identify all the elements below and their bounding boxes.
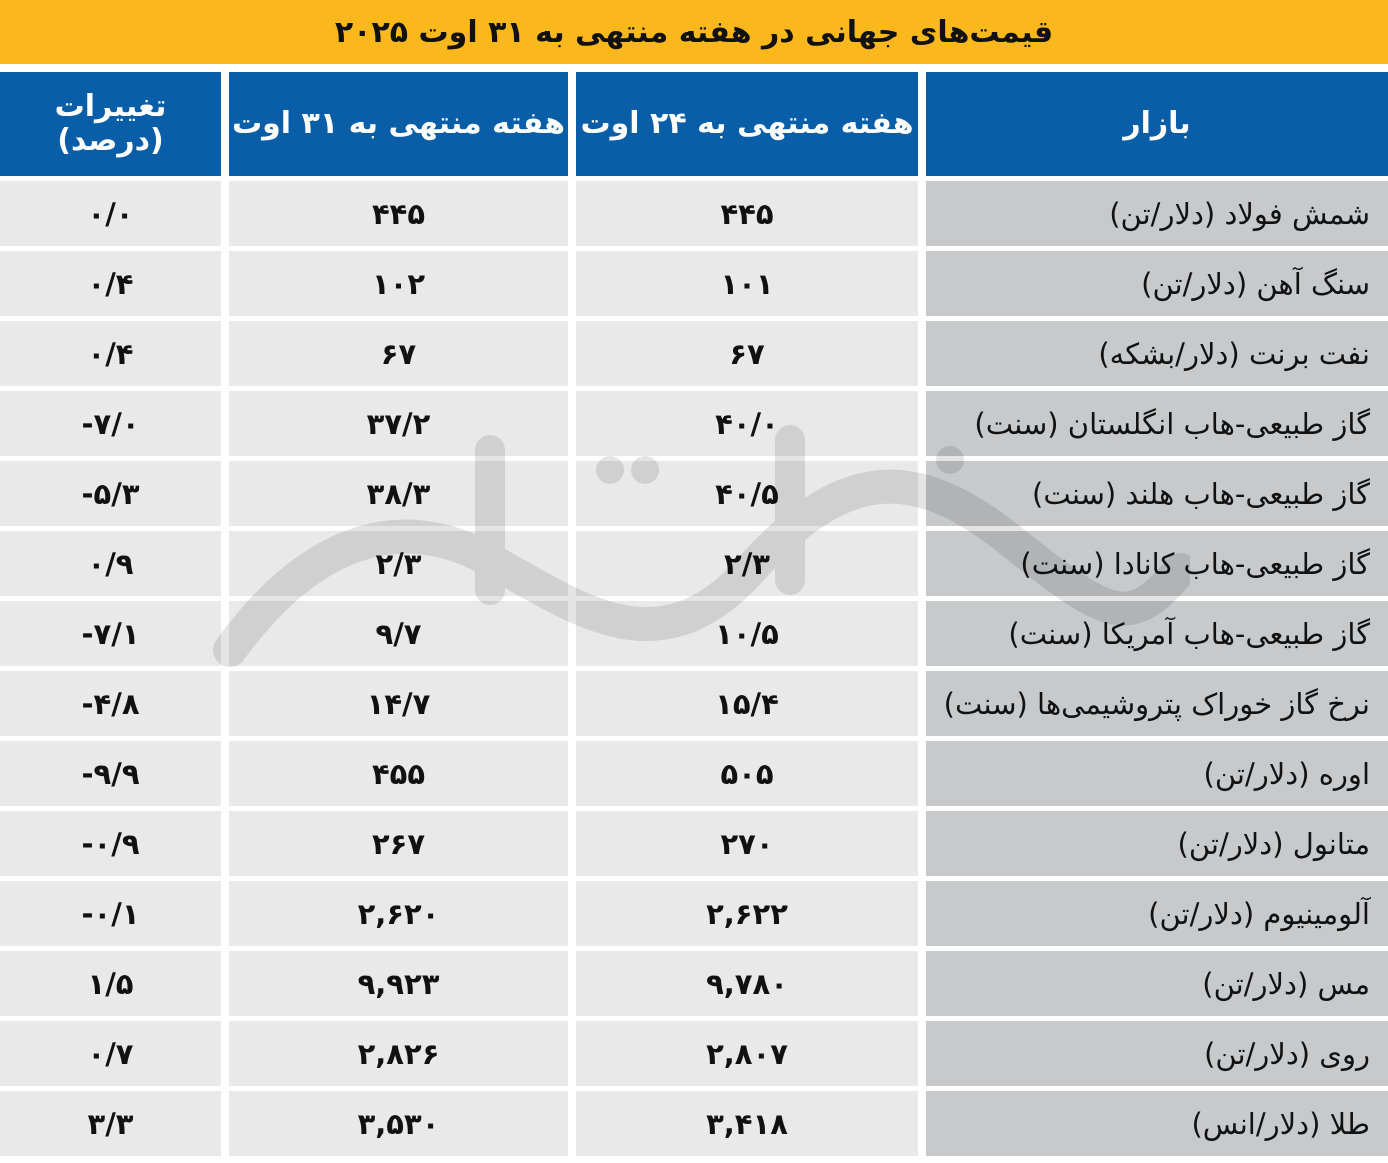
cell-week-24: ۱۰/۵: [576, 601, 918, 666]
cell-change: -۴/۸: [0, 671, 221, 736]
table-row: [0, 741, 1388, 811]
cell-week-31: ۹/۷: [229, 601, 568, 666]
table-row: [0, 811, 1388, 881]
header-market: بازار: [926, 72, 1388, 176]
table-row: [0, 531, 1388, 601]
table-row: [0, 601, 1388, 671]
cell-week-24: ۶۷: [576, 321, 918, 386]
cell-week-31: ۴۴۵: [229, 181, 568, 246]
cell-week-31: ۳۸/۳: [229, 461, 568, 526]
cell-week-24: ۳,۴۱۸: [576, 1091, 918, 1156]
cell-week-31: ۲۶۷: [229, 811, 568, 876]
cell-week-31: ۶۷: [229, 321, 568, 386]
cell-market: روی (دلار/تن): [926, 1021, 1388, 1086]
cell-change: -۹/۹: [0, 741, 221, 806]
cell-market: طلا (دلار/انس): [926, 1091, 1388, 1156]
cell-week-24: ۴۰/۵: [576, 461, 918, 526]
cell-market: شمش فولاد (دلار/تن): [926, 181, 1388, 246]
cell-week-31: ۱۴/۷: [229, 671, 568, 736]
cell-week-24: ۲۷۰: [576, 811, 918, 876]
cell-market: نرخ گاز خوراک پتروشیمی‌ها (سنت): [926, 671, 1388, 736]
cell-change: ۰/۹: [0, 531, 221, 596]
cell-week-24: ۹,۷۸۰: [576, 951, 918, 1016]
cell-week-31: ۲,۸۲۶: [229, 1021, 568, 1086]
table-row: [0, 951, 1388, 1021]
cell-market: گاز طبیعی-هاب کانادا (سنت): [926, 531, 1388, 596]
cell-market: مس (دلار/تن): [926, 951, 1388, 1016]
cell-week-31: ۹,۹۲۳: [229, 951, 568, 1016]
table-row: [0, 671, 1388, 741]
cell-week-31: ۲/۳: [229, 531, 568, 596]
cell-week-24: ۱۰۱: [576, 251, 918, 316]
cell-week-31: ۳۷/۲: [229, 391, 568, 456]
cell-week-24: ۴۴۵: [576, 181, 918, 246]
cell-change: -۵/۳: [0, 461, 221, 526]
table-row: [0, 321, 1388, 391]
cell-market: آلومینیوم (دلار/تن): [926, 881, 1388, 946]
cell-week-31: ۴۵۵: [229, 741, 568, 806]
cell-week-31: ۲,۶۲۰: [229, 881, 568, 946]
table-row: [0, 181, 1388, 251]
cell-market: گاز طبیعی-هاب آمریکا (سنت): [926, 601, 1388, 666]
header-week-31: هفته منتهی به ۳۱ اوت: [229, 72, 568, 176]
cell-week-24: ۵۰۵: [576, 741, 918, 806]
cell-market: اوره (دلار/تن): [926, 741, 1388, 806]
cell-week-24: ۲,۸۰۷: [576, 1021, 918, 1086]
header-change: [0, 72, 221, 176]
table-row: [0, 1021, 1388, 1091]
cell-change: ۰/۷: [0, 1021, 221, 1086]
cell-market: گاز طبیعی-هاب انگلستان (سنت): [926, 391, 1388, 456]
cell-change: -۰/۱: [0, 881, 221, 946]
cell-change: ۳/۳: [0, 1091, 221, 1156]
table-row: [0, 391, 1388, 461]
cell-market: متانول (دلار/تن): [926, 811, 1388, 876]
cell-change: ۱/۵: [0, 951, 221, 1016]
cell-market: نفت برنت (دلار/بشکه): [926, 321, 1388, 386]
cell-change: -۷/۱: [0, 601, 221, 666]
cell-change: ۰/۰: [0, 181, 221, 246]
cell-week-24: ۴۰/۰: [576, 391, 918, 456]
table-row: [0, 881, 1388, 951]
cell-change: -۰/۹: [0, 811, 221, 876]
cell-week-31: ۱۰۲: [229, 251, 568, 316]
cell-market: گاز طبیعی-هاب هلند (سنت): [926, 461, 1388, 526]
cell-week-24: ۱۵/۴: [576, 671, 918, 736]
cell-market: سنگ آهن (دلار/تن): [926, 251, 1388, 316]
table-row: [0, 1091, 1388, 1161]
cell-change: ۰/۴: [0, 251, 221, 316]
divider: [0, 64, 1388, 72]
cell-week-24: ۲/۳: [576, 531, 918, 596]
table-row: [0, 461, 1388, 531]
table-row: [0, 251, 1388, 321]
cell-change: -۷/۰: [0, 391, 221, 456]
cell-week-24: ۲,۶۲۲: [576, 881, 918, 946]
table-title: قیمت‌های جهانی در هفته منتهی به ۳۱ اوت ۲۰۲۵: [0, 0, 1388, 64]
cell-change: ۰/۴: [0, 321, 221, 386]
header-change-label: تغییرات (درصد): [54, 88, 167, 158]
cell-week-31: ۳,۵۳۰: [229, 1091, 568, 1156]
table-header-row: [0, 72, 1388, 176]
header-week-24: هفته منتهی به ۲۴ اوت: [576, 72, 918, 176]
prices-table: [0, 72, 1388, 1161]
